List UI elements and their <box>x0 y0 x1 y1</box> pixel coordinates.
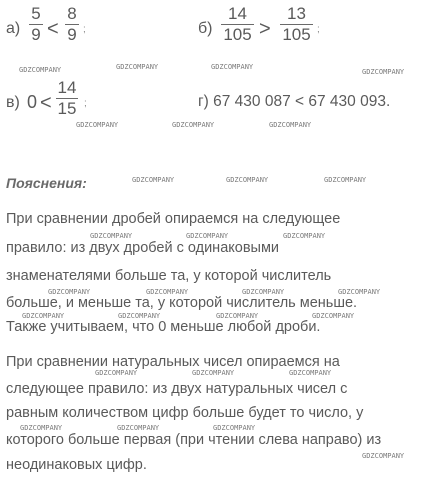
watermark: GDZCOMPANY <box>338 288 381 296</box>
fraction-numerator: 14 <box>228 4 247 23</box>
exercise-g: г) 67 430 087 < 67 430 093. <box>198 93 391 110</box>
fraction-v-right <box>56 79 78 118</box>
watermark: GDZCOMPANY <box>186 232 229 240</box>
paragraph1-line: знаменателями больше та, у которой числитель <box>6 268 332 284</box>
terminator: ; <box>317 24 320 35</box>
terminator: ; <box>83 24 86 35</box>
paragraph2-line: которого больше первая (при чтении слева направо) из <box>6 432 382 448</box>
fraction-denominator: 9 <box>67 25 77 44</box>
paragraph1-line: При сравнении дробей опираемся на следующее <box>6 211 341 227</box>
exercise-v-label: в) <box>6 94 20 111</box>
watermark: GDZCOMPANY <box>19 66 62 74</box>
watermark: GDZCOMPANY <box>22 312 65 320</box>
paragraph1-line: правило: из двух дробей с одинаковыми <box>6 240 280 256</box>
watermark: GDZCOMPANY <box>116 63 159 71</box>
fraction-numerator: 8 <box>67 4 77 23</box>
terminator: ; <box>84 98 87 109</box>
watermark: GDZCOMPANY <box>132 176 175 184</box>
watermark: GDZCOMPANY <box>90 232 133 240</box>
fraction-a-left <box>29 5 43 44</box>
paragraph2-line: равным количеством цифр больше будет то число, у <box>6 405 364 421</box>
fraction-b-right <box>280 5 313 44</box>
watermark: GDZCOMPANY <box>95 369 138 377</box>
fraction-denominator: 9 <box>31 25 41 44</box>
exercise-b-label: б) <box>198 20 213 37</box>
watermark: GDZCOMPANY <box>362 68 405 76</box>
paragraph2-line: следующее правило: из двух натуральных чисел с <box>6 381 348 397</box>
watermark: GDZCOMPANY <box>242 288 285 296</box>
paragraph2-line: При сравнении натуральных чисел опираемся на <box>6 354 340 370</box>
exercise-a-label: а) <box>6 20 21 37</box>
paragraph1-line: Также учитываем, что 0 меньше любой дроби. <box>6 319 321 335</box>
watermark: GDZCOMPANY <box>289 369 332 377</box>
paragraph1-line: больше, и меньше та, у которой числитель меньше. <box>6 295 358 311</box>
watermark: GDZCOMPANY <box>20 424 63 432</box>
watermark: GDZCOMPANY <box>118 312 161 320</box>
watermark: GDZCOMPANY <box>324 176 367 184</box>
watermark: GDZCOMPANY <box>146 288 189 296</box>
watermark: GDZCOMPANY <box>269 121 312 129</box>
fraction-denominator: 15 <box>57 99 77 118</box>
watermark: GDZCOMPANY <box>226 176 269 184</box>
watermark: GDZCOMPANY <box>213 424 256 432</box>
explanations-heading: Пояснения: <box>6 175 87 191</box>
fraction-a-right <box>65 5 79 44</box>
watermark: GDZCOMPANY <box>117 424 160 432</box>
watermark: GDZCOMPANY <box>283 232 326 240</box>
watermark: GDZCOMPANY <box>172 121 215 129</box>
comparison-sign: < <box>40 92 52 114</box>
watermark: GDZCOMPANY <box>362 452 405 460</box>
paragraph2-line: неодинаковых цифр. <box>6 457 147 473</box>
fraction-denominator: 105 <box>223 25 252 44</box>
fraction-numerator: 13 <box>287 4 306 23</box>
watermark: GDZCOMPANY <box>192 369 235 377</box>
comparison-sign: < <box>47 18 59 40</box>
fraction-numerator: 14 <box>57 78 77 97</box>
watermark: GDZCOMPANY <box>211 63 254 71</box>
watermark: GDZCOMPANY <box>312 312 355 320</box>
zero-value: 0 <box>27 92 38 112</box>
watermark: GDZCOMPANY <box>48 288 91 296</box>
comparison-sign: > <box>259 18 271 40</box>
fraction-b-left <box>221 5 254 44</box>
fraction-denominator: 105 <box>282 25 311 44</box>
watermark: GDZCOMPANY <box>76 121 119 129</box>
fraction-numerator: 5 <box>31 4 41 23</box>
watermark: GDZCOMPANY <box>216 312 259 320</box>
